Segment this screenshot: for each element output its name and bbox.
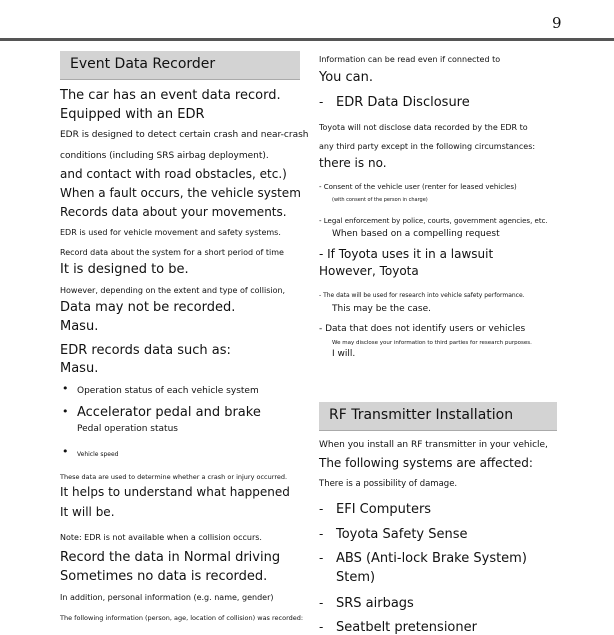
list-item: Operation status of each vehicle system bbox=[77, 386, 259, 396]
body-line: This may be the case. bbox=[332, 304, 432, 314]
body-line: Data may not be recorded. bbox=[60, 300, 236, 315]
list-item-sub: Pedal operation status bbox=[77, 424, 178, 434]
body-line: Records data about your movements. bbox=[60, 205, 287, 219]
body-line: It is designed to be. bbox=[60, 262, 189, 277]
body-line: In addition, personal information (e.g. name, gender) bbox=[60, 593, 274, 602]
list-item: ABS (Anti-lock Brake System) bbox=[336, 551, 527, 566]
list-item: Accelerator pedal and brake bbox=[77, 405, 261, 420]
body-line: When based on a compelling request bbox=[332, 229, 500, 239]
dash-icon: - bbox=[319, 95, 324, 109]
body-line: Toyota will not disclose data recorded by the EDR to bbox=[319, 123, 528, 132]
body-line: there is no. bbox=[319, 156, 387, 170]
heading-underline bbox=[60, 79, 300, 80]
body-line: Sometimes no data is recorded. bbox=[60, 569, 268, 584]
body-line: However, depending on the extent and type of collision, bbox=[60, 286, 286, 295]
body-line: - If Toyota uses it in a lawsuit bbox=[319, 247, 494, 261]
page-number: 9 bbox=[552, 14, 562, 32]
body-line: Information can be read even if connected to bbox=[319, 55, 501, 64]
body-line: EDR is used for vehicle movement and safety systems. bbox=[60, 228, 281, 237]
list-item: EFI Computers bbox=[336, 502, 432, 517]
body-line: Record data about the system for a short period of time bbox=[60, 248, 284, 257]
subheading: EDR Data Disclosure bbox=[336, 95, 470, 110]
dash-icon: - bbox=[319, 596, 324, 610]
list-item: SRS airbags bbox=[336, 596, 414, 611]
body-line: The following systems are affected: bbox=[319, 456, 533, 470]
body-line: The following information (person, age, location of collision) was recorded: bbox=[60, 614, 304, 622]
body-line: conditions (including SRS airbag deployment). bbox=[60, 151, 269, 161]
header-rule bbox=[0, 38, 614, 41]
body-line: There is a possibility of damage. bbox=[319, 479, 458, 489]
body-line: - Consent of the vehicle user (renter for leased vehicles) bbox=[319, 183, 517, 191]
body-line: The car has an event data record. bbox=[60, 88, 281, 103]
heading-underline bbox=[319, 430, 557, 431]
list-item: Seatbelt pretensioner bbox=[336, 620, 477, 635]
body-line: and contact with road obstacles, etc.) bbox=[60, 167, 287, 181]
body-line: Masu. bbox=[60, 361, 99, 376]
body-line: These data are used to determine whether a crash or injury occurred. bbox=[60, 473, 288, 481]
body-line: When you install an RF transmitter in your vehicle, bbox=[319, 440, 548, 450]
body-line: Masu. bbox=[60, 319, 99, 334]
body-line: You can. bbox=[319, 70, 374, 85]
body-line: - Legal enforcement by police, courts, government agencies, etc. bbox=[319, 217, 548, 225]
dash-icon: - bbox=[319, 502, 324, 516]
bullet-icon: • bbox=[62, 445, 69, 458]
body-line: We may disclose your information to third parties for research purposes. bbox=[332, 340, 532, 346]
body-line: Equipped with an EDR bbox=[60, 107, 205, 122]
body-line: However, Toyota bbox=[319, 264, 419, 278]
list-item: Stem) bbox=[336, 570, 376, 585]
body-line: When a fault occurs, the vehicle system bbox=[60, 186, 301, 200]
body-line: Record the data in Normal driving bbox=[60, 550, 281, 565]
bullet-icon: • bbox=[62, 382, 69, 395]
body-line: EDR is designed to detect certain crash and near-crash bbox=[60, 130, 309, 140]
body-line: It will be. bbox=[60, 505, 115, 519]
body-line: - Data that does not identify users or vehicles bbox=[319, 324, 526, 334]
dash-icon: - bbox=[319, 620, 324, 634]
list-item: Vehicle speed bbox=[77, 451, 119, 458]
body-line: (with consent of the person in charge) bbox=[332, 197, 428, 203]
body-line: any third party except in the following circumstances: bbox=[319, 142, 536, 151]
dash-icon: - bbox=[319, 527, 324, 541]
list-item: Toyota Safety Sense bbox=[336, 527, 468, 542]
bullet-icon: • bbox=[62, 405, 69, 418]
body-line: Note: EDR is not available when a collision occurs. bbox=[60, 533, 262, 542]
body-line: It helps to understand what happened bbox=[60, 485, 290, 499]
body-line: EDR records data such as: bbox=[60, 343, 231, 358]
section-heading-edr: Event Data Recorder bbox=[60, 51, 300, 79]
section-heading-rf: RF Transmitter Installation bbox=[319, 402, 557, 430]
body-line: I will. bbox=[332, 349, 356, 359]
body-line: - The data will be used for research into vehicle safety performance. bbox=[319, 292, 525, 299]
dash-icon: - bbox=[319, 551, 324, 565]
